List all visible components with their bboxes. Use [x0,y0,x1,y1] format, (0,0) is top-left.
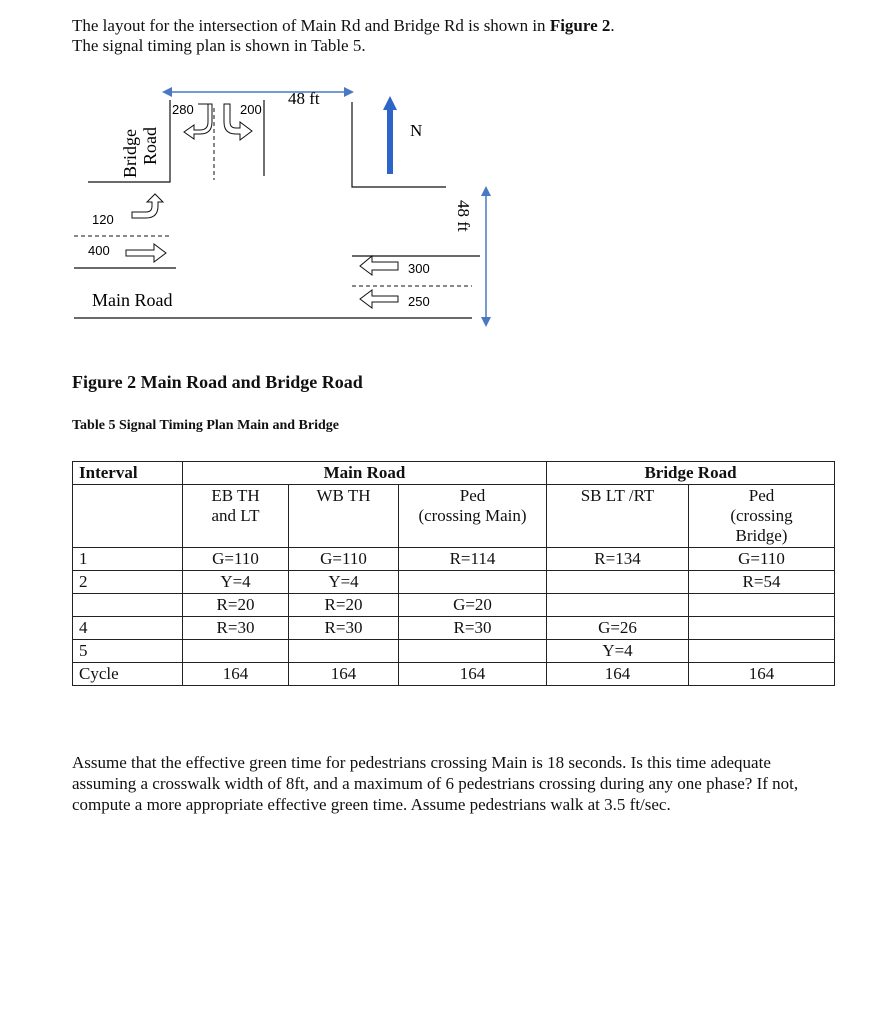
question-paragraph: Assume that the effective green time for pedestrians crossing Main is 18 seconds. Is this time adequate assuming a crosswalk width of 8ft, and a maximum of 6 pedestrians crossing during any one phase? If not, compute a more appropriate effective green time. Assume pedestrians walk at 3.5 ft/sec. [72,753,799,814]
dim-arrow-right-icon [344,87,354,97]
header-interval: Interval [73,462,183,485]
right-width-label: 48 ft [454,200,473,232]
subheader-eb: EB TH and LT [183,485,289,548]
intersection-figure [0,80,520,330]
bridge-road-label-1: Bridge [120,129,140,178]
vol-wb-2: 250 [408,294,430,309]
header-bridge-road: Bridge Road [547,462,835,485]
table-row-cycle: Cycle 164 164 164 164 164 [73,663,835,686]
table-row: 2 Y=4 Y=4 R=54 [73,571,835,594]
wb-through-arrow-2-icon [360,290,398,308]
table-row: 1 G=110 G=110 R=114 R=134 G=110 [73,548,835,571]
intro-line-1: The layout for the intersection of Main Rd and Bridge Rd is shown in Figure 2. [72,16,615,35]
subheader-wb: WB TH [289,485,399,548]
table-row: R=20 R=20 G=20 [73,594,835,617]
north-arrow-shaft [387,108,393,174]
intro-line-2: The signal timing plan is shown in Table 5. [72,36,366,55]
subheader-ped-main: Ped (crossing Main) [399,485,547,548]
figure-reference: Figure 2 [549,16,611,35]
vol-sb-lt: 280 [172,102,194,117]
dim-arrow-left-icon [162,87,172,97]
figure-caption: Figure 2 Main Road and Bridge Road [72,372,363,392]
eb-through-arrow-icon [126,244,166,262]
table-caption: Table 5 Signal Timing Plan Main and Bridge [72,418,339,433]
vol-sb-rt: 200 [240,102,262,117]
top-width-label: 48 ft [288,89,320,108]
curb-ne [352,102,446,187]
subheader-ped-bridge: Ped (crossing Bridge) [689,485,835,548]
subheader-sb: SB LT /RT [547,485,689,548]
table-row: 4 R=30 R=30 R=30 G=26 [73,617,835,640]
north-arrow-icon [383,96,397,110]
dim-arrow-up-icon [481,186,491,196]
bridge-road-label-2: Road [140,127,160,165]
table-subheader-row [73,485,835,548]
table-header-row [73,462,835,485]
table-row: 5 Y=4 [73,640,835,663]
vol-wb-1: 300 [408,261,430,276]
main-road-label: Main Road [92,290,173,310]
wb-through-arrow-1-icon [360,256,398,275]
intro-text [72,16,615,56]
header-main-road: Main Road [183,462,547,485]
dim-arrow-down-icon [481,317,491,327]
vol-eb-th: 400 [88,243,110,258]
signal-timing-table [72,461,835,686]
vol-eb-lt: 120 [92,212,114,227]
eb-left-turn-arrow-icon [132,194,163,218]
north-label: N [410,121,423,140]
